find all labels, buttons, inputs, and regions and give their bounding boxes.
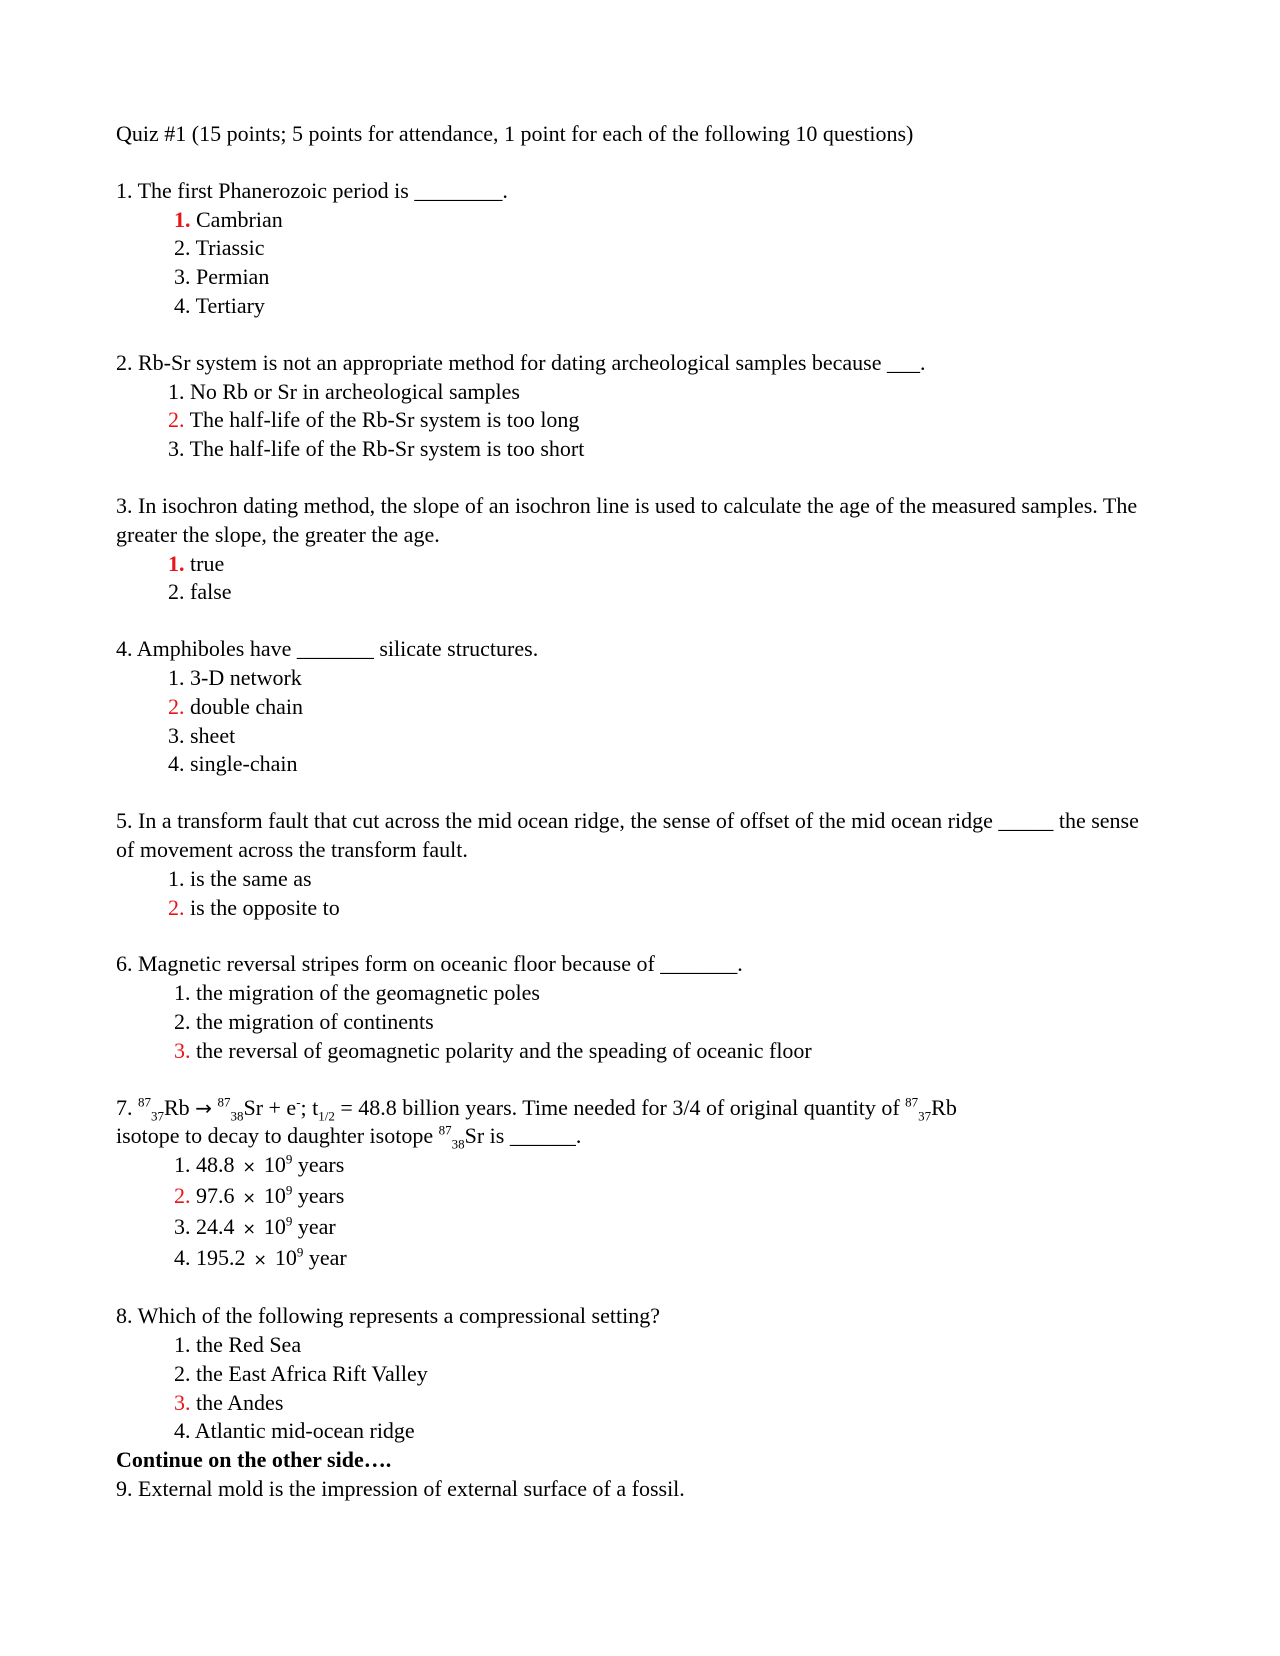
option-number: 4.: [174, 1244, 191, 1270]
times-icon: ×: [242, 1157, 256, 1177]
option-list: [116, 550, 1156, 608]
question-4: [116, 635, 1156, 779]
answer-number: 2.: [174, 1182, 191, 1208]
option-text: true: [184, 550, 225, 576]
option-text: false: [184, 579, 232, 605]
option-value: 195.2: [190, 1244, 246, 1270]
option-number: 2.: [174, 235, 191, 261]
option-number: 3.: [174, 264, 191, 290]
option-text: Cambrian: [190, 206, 283, 232]
option-text: sheet: [184, 722, 236, 748]
power-base: 10: [263, 1152, 286, 1178]
times-icon: ×: [242, 1218, 256, 1238]
option-2: [168, 693, 1156, 722]
power-base: 10: [263, 1182, 286, 1208]
option-unit: years: [292, 1182, 345, 1208]
quiz-page: [116, 120, 1156, 1532]
option-1: [174, 1331, 1156, 1360]
option-list: [116, 865, 1156, 923]
option-text: Triassic: [190, 235, 265, 261]
option-unit: year: [303, 1244, 347, 1270]
option-text: the East Africa Rift Valley: [190, 1360, 428, 1386]
option-3: [174, 263, 1156, 292]
question-6: [116, 950, 1156, 1065]
atomic-number: 38: [230, 1107, 244, 1123]
option-2: [174, 1182, 1156, 1213]
option-text: is the same as: [184, 865, 312, 891]
option-number: 1.: [168, 865, 185, 891]
option-list: [116, 1331, 1156, 1446]
question-8: [116, 1302, 1156, 1446]
text-fragment: ; t: [300, 1094, 319, 1120]
power-base: 10: [274, 1244, 297, 1270]
option-text: the reversal of geomagnetic polarity and the speading of oceanic floor: [190, 1037, 812, 1063]
question-2: [116, 349, 1156, 464]
option-text: Tertiary: [190, 292, 265, 318]
option-text: the migration of the geomagnetic poles: [190, 980, 540, 1006]
question-7: [116, 1094, 1156, 1275]
answer-number: 2.: [168, 693, 185, 719]
question-stem: 2. Rb-Sr system is not an appropriate method for dating archeological samples because ___.: [116, 349, 926, 375]
option-unit: year: [292, 1213, 336, 1239]
option-4: [174, 1244, 1156, 1275]
answer-number: 2.: [168, 407, 185, 433]
mass-number: 87: [217, 1094, 231, 1110]
text-fragment: = 48.8 billion years. Time needed for 3/4 of original quantity of: [334, 1094, 906, 1120]
option-4: [174, 292, 1156, 321]
question-3: [116, 492, 1156, 607]
option-1: [168, 550, 1156, 579]
option-number: 2.: [174, 1008, 191, 1034]
times-icon: ×: [253, 1249, 267, 1269]
answer-number: 1.: [168, 550, 185, 576]
text-fragment: Sr is ______.: [464, 1123, 582, 1149]
answer-number: 3.: [174, 1389, 191, 1415]
answer-number: 3.: [174, 1037, 191, 1063]
option-list: [116, 664, 1156, 779]
element-symbol: Rb: [931, 1094, 957, 1120]
option-2: [168, 406, 1156, 435]
option-number: 2.: [174, 1360, 191, 1386]
exponent: 9: [296, 1244, 304, 1260]
option-list: [116, 979, 1156, 1065]
question-1: [116, 177, 1156, 321]
option-text: The half-life of the Rb-Sr system is too long: [184, 407, 580, 433]
option-1: [174, 1151, 1156, 1182]
option-4: [168, 750, 1156, 779]
option-value: 24.4: [190, 1213, 235, 1239]
power-base: 10: [263, 1213, 286, 1239]
answer-number: 2.: [168, 894, 185, 920]
option-1: [168, 378, 1156, 407]
option-text: is the opposite to: [184, 894, 340, 920]
question-9: [116, 1475, 1156, 1504]
option-unit: years: [292, 1152, 345, 1178]
question-stem: 6. Magnetic reversal stripes form on oceanic floor because of _______.: [116, 951, 743, 977]
question-stem: 8. Which of the following represents a compressional setting?: [116, 1303, 660, 1329]
element-symbol: Rb: [164, 1094, 190, 1120]
option-2: [174, 1360, 1156, 1389]
option-text: 3-D network: [184, 664, 302, 690]
option-1: [174, 206, 1156, 235]
question-stem: 3. In isochron dating method, the slope of an isochron line is used to calculate the age of the measured samples. The greater the slope, the greater the age.: [116, 492, 1138, 547]
exponent: 9: [285, 1182, 293, 1198]
option-1: [168, 865, 1156, 894]
quiz-title: Quiz #1 (15 points; 5 points for attendance, 1 point for each of the following 10 questions): [116, 121, 914, 146]
question-stem: 9. External mold is the impression of external surface of a fossil.: [116, 1476, 685, 1502]
arrow-right-icon: →: [195, 1095, 212, 1120]
option-text: The half-life of the Rb-Sr system is too short: [184, 436, 585, 462]
option-2: [168, 578, 1156, 607]
option-4: [174, 1417, 1156, 1446]
times-icon: ×: [242, 1187, 256, 1207]
option-3: [174, 1037, 1156, 1066]
option-list: [116, 1151, 1156, 1274]
option-number: 3.: [168, 722, 185, 748]
exponent: 9: [285, 1151, 293, 1167]
option-text: the Red Sea: [190, 1332, 302, 1358]
option-number: 2.: [168, 579, 185, 605]
option-number: 1.: [174, 1332, 191, 1358]
half-life-subscript: 1/2: [318, 1107, 335, 1123]
question-5: [116, 807, 1156, 922]
option-text: single-chain: [184, 751, 298, 777]
option-3: [174, 1389, 1156, 1418]
mass-number: 87: [905, 1094, 919, 1110]
charge-sign: -: [296, 1094, 301, 1110]
option-value: 97.6: [190, 1182, 235, 1208]
atomic-number: 38: [451, 1136, 465, 1152]
option-number: 4.: [168, 751, 185, 777]
option-2: [174, 1008, 1156, 1037]
option-1: [174, 979, 1156, 1008]
question-number: 7.: [116, 1094, 138, 1120]
mass-number: 87: [438, 1122, 452, 1138]
option-number: 4.: [174, 1418, 191, 1444]
option-text: double chain: [184, 693, 304, 719]
text-fragment: isotope to decay to daughter isotope: [116, 1123, 439, 1149]
option-text: Atlantic mid-ocean ridge: [190, 1418, 415, 1444]
atomic-number: 37: [151, 1107, 164, 1123]
atomic-number: 37: [918, 1107, 932, 1123]
exponent: 9: [285, 1213, 293, 1229]
option-2: [168, 894, 1156, 923]
option-value: 48.8: [190, 1152, 235, 1178]
option-list: [116, 378, 1156, 464]
option-text: the Andes: [190, 1389, 284, 1415]
option-text: No Rb or Sr in archeological samples: [184, 378, 520, 404]
option-number: 3.: [168, 436, 185, 462]
option-1: [168, 664, 1156, 693]
question-stem: [116, 1094, 1156, 1152]
question-stem: 4. Amphiboles have _______ silicate structures.: [116, 636, 539, 662]
option-list: [116, 206, 1156, 321]
option-number: 1.: [174, 980, 191, 1006]
option-number: 1.: [174, 1152, 191, 1178]
option-text: Permian: [190, 264, 270, 290]
answer-number: 1.: [174, 206, 191, 232]
option-number: 1.: [168, 664, 185, 690]
option-3: [168, 435, 1156, 464]
option-3: [174, 1213, 1156, 1244]
continue-note: Continue on the other side….: [116, 1447, 392, 1473]
element-symbol: Sr + e: [243, 1094, 297, 1120]
question-stem: 1. The first Phanerozoic period is ________.: [116, 177, 508, 203]
option-3: [168, 722, 1156, 751]
option-text: the migration of continents: [190, 1008, 434, 1034]
option-number: 4.: [174, 292, 191, 318]
question-stem: 5. In a transform fault that cut across the mid ocean ridge, the sense of offset of the mid ocean ridge _____ the sense of movement across the transform fault.: [116, 808, 1139, 862]
option-2: [174, 234, 1156, 263]
option-number: 3.: [174, 1213, 191, 1239]
mass-number: 87: [138, 1094, 151, 1110]
option-number: 1.: [168, 378, 185, 404]
